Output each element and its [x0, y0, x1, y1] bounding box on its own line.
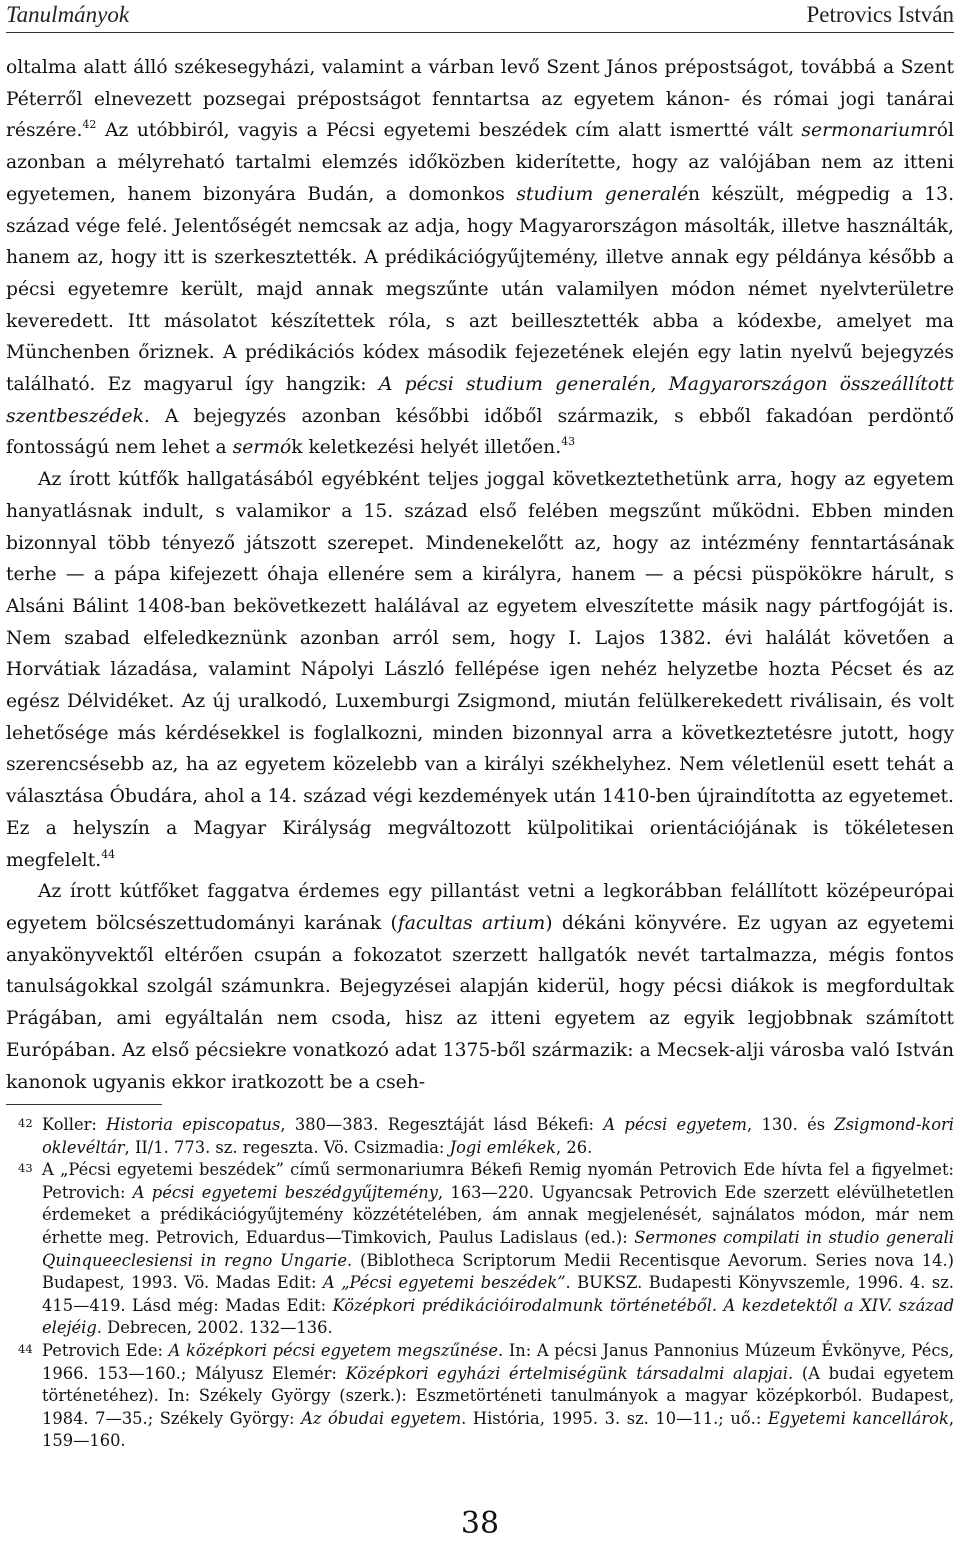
text-run: A bejegyzés azonban későbbi időből származik, s ebből fakadóan perdöntő fontosságú nem lehet a	[6, 405, 954, 459]
page-number: 38	[460, 1506, 500, 1541]
footnotes	[6, 1114, 954, 1453]
footnote-text: Koller:	[42, 1115, 107, 1134]
footnote-42	[6, 1114, 954, 1159]
footnote-text: Petrovich Ede:	[42, 1340, 169, 1360]
footnote-44	[6, 1340, 954, 1453]
footnote-text: . (A budai egyetem történetéhez). In: Székely György (szerk.): Eszmetörténeti tanulmányok a magyar középkorból. Budapest, 1984. 7—35.; Székely György:	[42, 1363, 954, 1428]
text-run: Az írott kútfők hallgatásából egyébként teljes joggal következtethetünk arra, hogy az egyetem hanyatlásnak indult, s valamikor a 15. század első felében megszűnt működni. Ebben minden bizonnyal több tényező játszott szerepet. Mindenekelőtt az, hogy az intézmény fenntartásának terhe — a pápa kifejezett óhaja ellenére sem a királyra, hanem — a pécsi püspökökre hárult, s Alsáni Bálint 1408-ban bekövetkezett halálával az egyetem elveszítette másik nagy pártfogóját is. Nem szabad elfeledkeznünk azonban arról sem, hogy I. Lajos 1382. évi halálát követően a Horvátiak lázadása, valamint Nápolyi László fellépése igen nehéz helyzetbe hozta Pécset és az egész Délvidéket. Az új uralkodó, Luxemburgi Zsigmond, miután felülkerekedett riválisain, és volt lehetősége más kérdésekkel is foglalkozni, minden bizonnyal arra a következtetésre jutott, hogy szerencsésebb az, ha az egyetem közelebb van a királyi székhelyhez. Nem véletlenül esett tehát a választása Óbudára, ahol a 14. század végi kezdemények után 1410-ben újraindította az egyetemet. Ez a helyszín a Magyar Királyság megváltozott külpolitikai orientációjának is tökéletesen megfelelt.	[6, 469, 954, 871]
footnote-text: . BUKSZ. Budapesti Könyvszemle, 1996. 4. sz. 415—419. Lásd még: Madas Edit:	[42, 1273, 954, 1315]
footnote-text: , 26.	[556, 1137, 593, 1157]
footnote-italic-title: A pécsi egyetem	[603, 1115, 747, 1134]
footnote-number: 44	[18, 1341, 33, 1356]
footnote-text: . In: A pécsi Janus Pannonius Múzeum Évkönyve, Pécs, 1966. 153—160.; Mályusz Elemér:	[42, 1340, 954, 1383]
footnote-italic-title: Középkori prédikációirodalmunk történetéből. A kezdetektől a XIV. század elejéig	[42, 1295, 954, 1338]
footnote-ref-42[interactable]: 42	[82, 118, 97, 132]
footnote-text: . História, 1995. 3. sz. 10—11.; uő.:	[461, 1408, 768, 1428]
text-run: Az utóbbiról, vagyis a Pécsi egyetemi beszédek cím alatt ismertté vált	[96, 120, 802, 142]
italic-quote: A pécsi studium generalén, Magyarországon összeállított szentbeszédek.	[6, 374, 954, 427]
text-run: ról azonban a mélyreható tartalmi elemzés időközben kiderítette, hogy az valójában nem az itteni egyetemen, hanem bizonyára Budán, a domonkos	[6, 120, 954, 205]
text-run: n készült, mégpedig a 13. század vége felé. Jelentőségét nemcsak az adja, hogy Magyarországon másolták, illetve használták, hanem az, hogy itt is szerkesztették. A prédikációgyűjtemény, illetve annak egy példánya később a pécsi egyetemre került, majd annak megszűnte után valamilyen módon német nyelvterületre keveredett. Itt másolatot készítettek róla, s azt beillesztették abba a kódexbe, amelyet ma Münchenben őriznek. A prédikációs kódex második fejezetének elején egy latin nyelvű bejegyzés található. Ez magyarul így hangzik:	[6, 183, 955, 396]
italic-term: studium generalé	[516, 183, 689, 205]
text-run: ) dékáni könyvére. Ez ugyan az egyetemi anyakönyvektől eltérően csupán a fokozatot szerzett hallgatók nevét tartalmazza, mégis fontos tanulságokkal szolgál számunkra. Bejegyzései alapján kiderül, hogy pécsi diákok is megfordultak Prágában, ami egyáltalán nem csoda, hisz az itteni egyetem az egyik legjobbnak számított Európában. Az első pécsiekre vonatkozó adat 1375-ből származik: a Mecsek-alji városba való István kanonok ugyanis ekkor iratkozott be a cseh-	[6, 912, 954, 1093]
header-author: Petrovics István	[806, 2, 954, 27]
footnote-italic-title: Egyetemi kancellárok	[767, 1408, 949, 1428]
text-run: Az írott kútfőket faggatva érdemes egy pillantást vetni a legkorábban felállított középeurópai egyetem bölcsészettudományi karának (	[6, 881, 954, 934]
header-section-title: Tanulmányok	[6, 2, 130, 27]
footnote-separator	[6, 1104, 162, 1105]
italic-term: sermonarium	[801, 120, 928, 142]
paragraph-2	[6, 464, 954, 876]
footnote-italic-title: Az óbudai egyetem	[301, 1408, 462, 1428]
running-header	[6, 0, 954, 33]
footnote-italic-title: A középkori pécsi egyetem megszűnése	[168, 1340, 499, 1360]
footnote-number: 43	[18, 1161, 33, 1176]
text-run: oltalma alatt álló székesegyházi, valamint a várban levő Szent János prépostságot, továbbá a Szent Péterről elnevezett pozsegai prépostságot fenntartsa az egyetem kánon- és római jogi tanárai részére.	[6, 57, 954, 142]
footnote-italic-title: Középkori egyházi értelmiségünk társadalmi alapjai	[345, 1363, 789, 1383]
footnote-text: . (Biblotheca Scriptorum Medii Recentisque Aevorum. Series nova 14.) Budapest, 1993. Vö. Madas Edit:	[42, 1250, 954, 1293]
text-run: k keletkezési helyét illetően.	[291, 437, 562, 459]
italic-term: sermó	[232, 437, 292, 459]
footnote-text: , 130. és	[747, 1115, 835, 1134]
footnote-ref-43[interactable]: 43	[561, 435, 576, 449]
footnote-number: 42	[18, 1116, 33, 1130]
footnote-ref-44[interactable]: 44	[101, 847, 116, 861]
footnote-italic-title: Historia episcopatus	[106, 1115, 281, 1134]
main-text	[6, 52, 954, 1098]
italic-term: facultas artium	[397, 912, 546, 934]
footnote-text: . Debrecen, 2002. 132—136.	[96, 1318, 333, 1338]
footnote-italic-title: A „Pécsi egyetemi beszédek”	[322, 1273, 566, 1293]
footnote-italic-title: Jogi emlékek	[449, 1137, 557, 1157]
footnote-text: , 163—220. Ugyancsak Petrovich Ede szerzett elévülhetetlen érdemeket a prédikációgyűjtemény közzétételében, ám annak megjelenését, sajnálatos módon, már nem érhette meg. Petrovich, Eduardus—Timkovich, Paulus Ladislaus (ed.):	[42, 1182, 955, 1247]
footnote-43	[6, 1159, 954, 1340]
paragraph-3	[6, 876, 954, 1098]
footnote-text: , II/1. 773. sz. regeszta. Vö. Csizmadia:	[124, 1137, 450, 1157]
footnote-text: , 380—383. Regesztáját lásd Békefi:	[280, 1115, 604, 1134]
paragraph-1	[6, 52, 954, 464]
footnote-italic-title: Zsigmond-kori oklevéltár	[42, 1115, 954, 1157]
footnote-text: , 159—160.	[42, 1408, 954, 1451]
footnote-italic-title: A pécsi egyetemi beszédgyűjtemény	[132, 1182, 438, 1202]
footnote-italic-title: Sermones compilati in studio generali Quinqueeclesiensi in regno Ungarie	[42, 1227, 954, 1270]
footnote-text: A „Pécsi egyetemi beszédek” című sermonariumra Békefi Remig nyomán Petrovich Ede hívta fel a figyelmet: Petrovich:	[42, 1160, 954, 1202]
